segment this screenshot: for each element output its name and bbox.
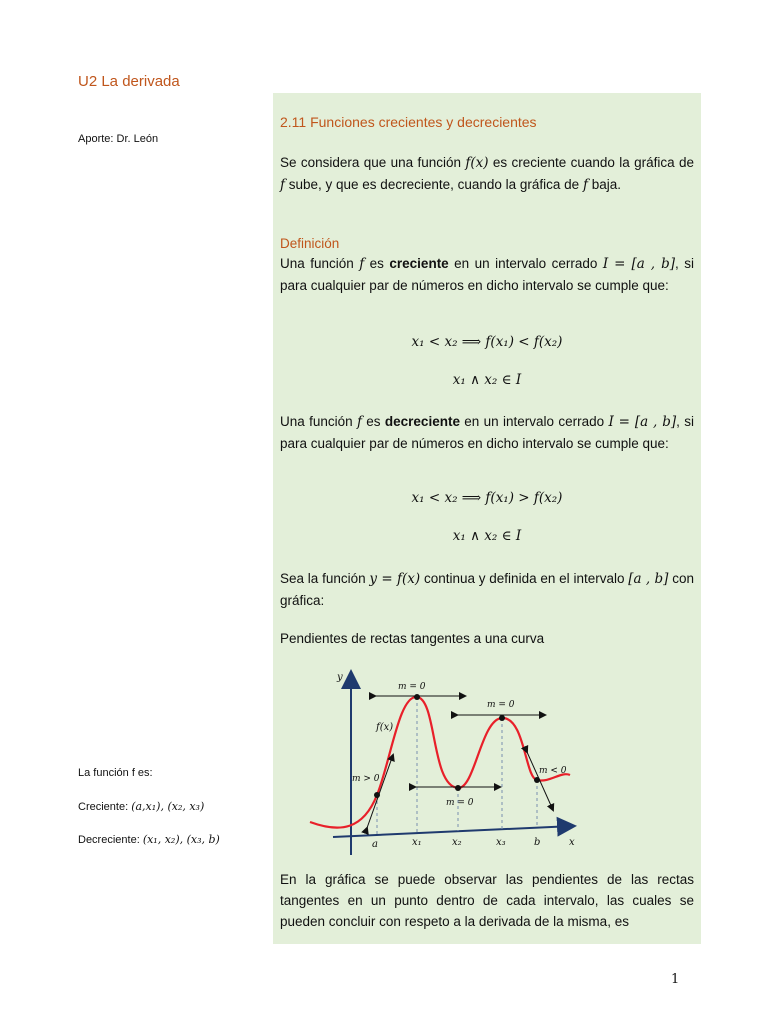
tick-b: b <box>534 837 541 848</box>
slope-label-positive: m > 0 <box>352 774 380 784</box>
definition-heading: Definición <box>280 236 340 251</box>
equation-decreasing: x₁ < x₂ ⟹ f(x₁) > f(x₂) <box>411 490 563 506</box>
conclusion-paragraph: En la gráfica se puede observar las pendientes de las rectas tangentes en un punto dentro de cada intervalo, las cuales se pueden concluir con respeto a la derivada de la misma, es <box>280 872 694 929</box>
point-max-2 <box>499 715 505 721</box>
y-axis-label: y <box>337 672 343 683</box>
function-curve <box>310 697 570 828</box>
equation-increasing: x₁ < x₂ ⟹ f(x₁) < f(x₂) <box>411 334 563 350</box>
x-axis <box>333 826 573 837</box>
slope-graph <box>305 665 585 860</box>
definition-decreasing: Una función f es decreciente en un intervalo cerrado I = [a , b], si para cualquier par de números en dicho intervalo se cumple que: <box>280 414 694 451</box>
tick-a: a <box>372 839 378 850</box>
slope-label-negative: m < 0 <box>539 766 567 776</box>
equation-membership-1: x₁ ∧ x₂ ∈ I <box>452 372 522 388</box>
point-max-1 <box>414 694 420 700</box>
graph-caption: Pendientes de rectas tangentes a una curva <box>280 631 545 646</box>
decreasing-intervals: Decreciente: (x₁, x₂), (x₃, b) <box>78 833 220 846</box>
section-title: 2.11 Funciones crecientes y decrecientes <box>280 114 537 130</box>
slope-label-zero-1: m = 0 <box>398 682 426 692</box>
tick-x2: x₂ <box>452 837 462 848</box>
tangent-positive <box>367 755 393 828</box>
point-positive <box>374 792 380 798</box>
unit-title: U2 La derivada <box>78 73 180 90</box>
point-negative <box>534 777 540 783</box>
intro-paragraph: Se considera que una función f(x) es creciente cuando la gráfica de f sube, y que es decreciente, cuando la gráfica de f baja. <box>280 155 694 193</box>
slope-label-zero-2: m = 0 <box>446 798 474 808</box>
author-credit: Aporte: Dr. León <box>78 133 159 145</box>
function-label: f(x) <box>376 722 394 733</box>
definition-increasing: Una función f es creciente en un intervalo cerrado I = [a , b], si para cualquier par de números en dicho intervalo se cumple que: <box>280 256 694 293</box>
tick-x1: x₁ <box>412 837 422 848</box>
point-min <box>455 785 461 791</box>
page-number: 1 <box>671 972 680 987</box>
function-is-label: La función f es: <box>78 767 153 779</box>
tangent-negative <box>527 752 553 810</box>
tick-x3: x₃ <box>496 837 506 848</box>
increasing-intervals: Creciente: (a,x₁), (x₂, x₃) <box>78 800 205 813</box>
equation-membership-2: x₁ ∧ x₂ ∈ I <box>452 528 522 544</box>
slope-label-zero-3: m = 0 <box>487 700 515 710</box>
x-axis-label: x <box>569 837 575 848</box>
function-intro: Sea la función y = f(x) continua y definida en el intervalo [a , b] con gráfica: <box>280 571 695 608</box>
